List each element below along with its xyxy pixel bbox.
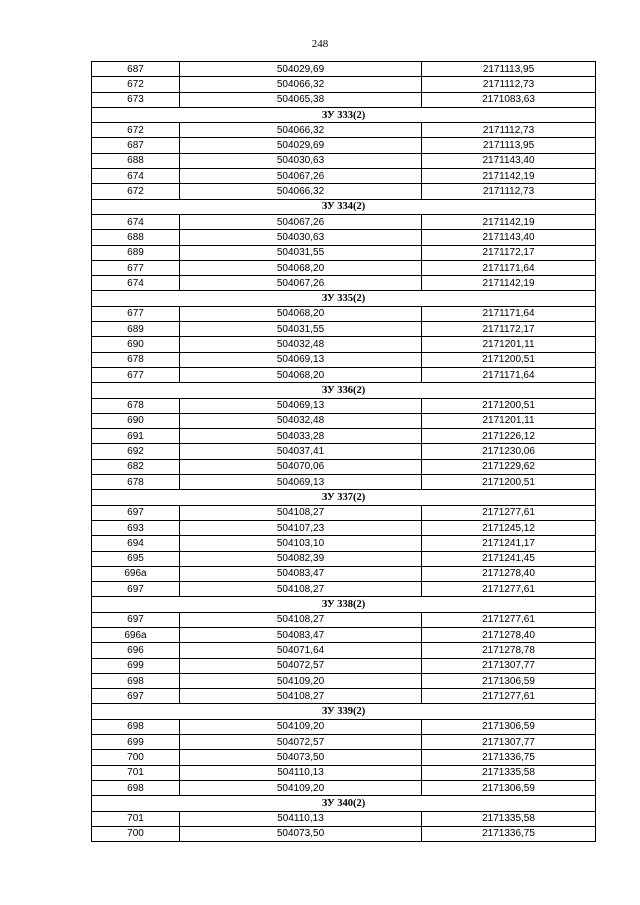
y-coordinate-cell: 2171230,06 [422, 444, 596, 459]
y-coordinate-cell: 2171335,58 [422, 811, 596, 826]
y-coordinate-cell: 2171112,73 [422, 184, 596, 199]
point-number-cell: 696a [92, 627, 180, 642]
y-coordinate-cell: 2171307,77 [422, 735, 596, 750]
table-row [92, 750, 596, 765]
table-row [92, 582, 596, 597]
x-coordinate-cell: 504067,26 [180, 214, 422, 229]
table-row [92, 337, 596, 352]
coordinates-table [91, 61, 596, 842]
y-coordinate-cell: 2171083,63 [422, 92, 596, 107]
y-coordinate-cell: 2171172,17 [422, 322, 596, 337]
point-number-cell: 698 [92, 719, 180, 734]
table-row [92, 230, 596, 245]
x-coordinate-cell: 504103,10 [180, 536, 422, 551]
table-row [92, 398, 596, 413]
y-coordinate-cell: 2171201,11 [422, 413, 596, 428]
y-coordinate-cell: 2171336,75 [422, 826, 596, 841]
point-number-cell: 698 [92, 780, 180, 795]
point-number-cell: 690 [92, 413, 180, 428]
x-coordinate-cell: 504071,64 [180, 643, 422, 658]
x-coordinate-cell: 504068,20 [180, 306, 422, 321]
x-coordinate-cell: 504083,47 [180, 566, 422, 581]
y-coordinate-cell: 2171112,73 [422, 123, 596, 138]
x-coordinate-cell: 504109,20 [180, 780, 422, 795]
x-coordinate-cell: 504067,26 [180, 276, 422, 291]
point-number-cell: 701 [92, 811, 180, 826]
x-coordinate-cell: 504066,32 [180, 184, 422, 199]
point-number-cell: 673 [92, 92, 180, 107]
x-coordinate-cell: 504070,06 [180, 459, 422, 474]
table-row [92, 765, 596, 780]
table-row [92, 77, 596, 92]
table-row [92, 444, 596, 459]
x-coordinate-cell: 504069,13 [180, 398, 422, 413]
x-coordinate-cell: 504108,27 [180, 582, 422, 597]
point-number-cell: 700 [92, 826, 180, 841]
table-row [92, 505, 596, 520]
x-coordinate-cell: 504110,13 [180, 811, 422, 826]
table-row [92, 62, 596, 77]
x-coordinate-cell: 504069,13 [180, 352, 422, 367]
y-coordinate-cell: 2171200,51 [422, 475, 596, 490]
x-coordinate-cell: 504066,32 [180, 77, 422, 92]
table-row [92, 826, 596, 841]
point-number-cell: 698 [92, 673, 180, 688]
point-number-cell: 688 [92, 153, 180, 168]
point-number-cell: 696 [92, 643, 180, 658]
point-number-cell: 678 [92, 398, 180, 413]
y-coordinate-cell: 2171277,61 [422, 582, 596, 597]
table-row [92, 245, 596, 260]
point-number-cell: 690 [92, 337, 180, 352]
x-coordinate-cell: 504032,48 [180, 413, 422, 428]
y-coordinate-cell: 2171306,59 [422, 780, 596, 795]
table-row [92, 459, 596, 474]
table-row [92, 429, 596, 444]
point-number-cell: 689 [92, 322, 180, 337]
table-row [92, 184, 596, 199]
y-coordinate-cell: 2171142,19 [422, 214, 596, 229]
table-row [92, 612, 596, 627]
point-number-cell: 677 [92, 260, 180, 275]
x-coordinate-cell: 504109,20 [180, 673, 422, 688]
point-number-cell: 687 [92, 138, 180, 153]
y-coordinate-cell: 2171113,95 [422, 138, 596, 153]
x-coordinate-cell: 504068,20 [180, 260, 422, 275]
point-number-cell: 674 [92, 276, 180, 291]
point-number-cell: 696a [92, 566, 180, 581]
y-coordinate-cell: 2171306,59 [422, 673, 596, 688]
y-coordinate-cell: 2171335,58 [422, 765, 596, 780]
point-number-cell: 699 [92, 735, 180, 750]
table-row [92, 536, 596, 551]
x-coordinate-cell: 504072,57 [180, 658, 422, 673]
point-number-cell: 672 [92, 123, 180, 138]
y-coordinate-cell: 2171241,17 [422, 536, 596, 551]
point-number-cell: 701 [92, 765, 180, 780]
y-coordinate-cell: 2171171,64 [422, 367, 596, 382]
table-row [92, 413, 596, 428]
x-coordinate-cell: 504031,55 [180, 245, 422, 260]
point-number-cell: 678 [92, 475, 180, 490]
x-coordinate-cell: 504083,47 [180, 627, 422, 642]
x-coordinate-cell: 504065,38 [180, 92, 422, 107]
point-number-cell: 689 [92, 245, 180, 260]
table-row [92, 92, 596, 107]
x-coordinate-cell: 504073,50 [180, 750, 422, 765]
table-row [92, 306, 596, 321]
point-number-cell: 694 [92, 536, 180, 551]
point-number-cell: 695 [92, 551, 180, 566]
x-coordinate-cell: 504072,57 [180, 735, 422, 750]
y-coordinate-cell: 2171307,77 [422, 658, 596, 673]
table-row [92, 214, 596, 229]
point-number-cell: 678 [92, 352, 180, 367]
x-coordinate-cell: 504037,41 [180, 444, 422, 459]
section-header-row [92, 597, 596, 612]
point-number-cell: 677 [92, 306, 180, 321]
table-row [92, 689, 596, 704]
x-coordinate-cell: 504073,50 [180, 826, 422, 841]
x-coordinate-cell: 504109,20 [180, 719, 422, 734]
y-coordinate-cell: 2171278,40 [422, 627, 596, 642]
section-header-row [92, 199, 596, 214]
x-coordinate-cell: 504107,23 [180, 520, 422, 535]
section-header-row [92, 291, 596, 306]
point-number-cell: 682 [92, 459, 180, 474]
x-coordinate-cell: 504067,26 [180, 169, 422, 184]
y-coordinate-cell: 2171278,40 [422, 566, 596, 581]
table-row [92, 780, 596, 795]
x-coordinate-cell: 504029,69 [180, 138, 422, 153]
table-row [92, 367, 596, 382]
section-header-row [92, 490, 596, 505]
point-number-cell: 697 [92, 612, 180, 627]
section-title: ЗУ 335(2) [92, 291, 596, 306]
point-number-cell: 692 [92, 444, 180, 459]
y-coordinate-cell: 2171112,73 [422, 77, 596, 92]
section-title: ЗУ 338(2) [92, 597, 596, 612]
x-coordinate-cell: 504030,63 [180, 230, 422, 245]
table-row [92, 811, 596, 826]
x-coordinate-cell: 504108,27 [180, 689, 422, 704]
table-row [92, 643, 596, 658]
point-number-cell: 697 [92, 582, 180, 597]
table-row [92, 138, 596, 153]
page-number: 248 [311, 38, 329, 50]
section-header-row [92, 704, 596, 719]
table-row [92, 566, 596, 581]
section-title: ЗУ 337(2) [92, 490, 596, 505]
y-coordinate-cell: 2171142,19 [422, 276, 596, 291]
y-coordinate-cell: 2171226,12 [422, 429, 596, 444]
x-coordinate-cell: 504032,48 [180, 337, 422, 352]
y-coordinate-cell: 2171200,51 [422, 398, 596, 413]
table-row [92, 123, 596, 138]
table-row [92, 735, 596, 750]
x-coordinate-cell: 504033,28 [180, 429, 422, 444]
y-coordinate-cell: 2171241,45 [422, 551, 596, 566]
point-number-cell: 699 [92, 658, 180, 673]
x-coordinate-cell: 504082,39 [180, 551, 422, 566]
point-number-cell: 693 [92, 520, 180, 535]
point-number-cell: 700 [92, 750, 180, 765]
y-coordinate-cell: 2171336,75 [422, 750, 596, 765]
y-coordinate-cell: 2171143,40 [422, 153, 596, 168]
table-row [92, 153, 596, 168]
section-header-row [92, 383, 596, 398]
y-coordinate-cell: 2171171,64 [422, 260, 596, 275]
y-coordinate-cell: 2171245,12 [422, 520, 596, 535]
table-row [92, 673, 596, 688]
point-number-cell: 697 [92, 505, 180, 520]
table-row [92, 276, 596, 291]
x-coordinate-cell: 504029,69 [180, 62, 422, 77]
x-coordinate-cell: 504031,55 [180, 322, 422, 337]
point-number-cell: 691 [92, 429, 180, 444]
table-row [92, 260, 596, 275]
y-coordinate-cell: 2171143,40 [422, 230, 596, 245]
point-number-cell: 688 [92, 230, 180, 245]
y-coordinate-cell: 2171306,59 [422, 719, 596, 734]
point-number-cell: 672 [92, 184, 180, 199]
section-title: ЗУ 340(2) [92, 796, 596, 811]
section-title: ЗУ 333(2) [92, 107, 596, 122]
y-coordinate-cell: 2171277,61 [422, 689, 596, 704]
x-coordinate-cell: 504069,13 [180, 475, 422, 490]
table-row [92, 322, 596, 337]
y-coordinate-cell: 2171200,51 [422, 352, 596, 367]
section-title: ЗУ 334(2) [92, 199, 596, 214]
x-coordinate-cell: 504068,20 [180, 367, 422, 382]
section-title: ЗУ 339(2) [92, 704, 596, 719]
table-row [92, 551, 596, 566]
table-row [92, 719, 596, 734]
section-header-row [92, 796, 596, 811]
y-coordinate-cell: 2171172,17 [422, 245, 596, 260]
table-row [92, 520, 596, 535]
point-number-cell: 674 [92, 214, 180, 229]
coordinates-table-body [92, 62, 596, 842]
y-coordinate-cell: 2171113,95 [422, 62, 596, 77]
x-coordinate-cell: 504110,13 [180, 765, 422, 780]
table-row [92, 658, 596, 673]
x-coordinate-cell: 504030,63 [180, 153, 422, 168]
y-coordinate-cell: 2171171,64 [422, 306, 596, 321]
point-number-cell: 672 [92, 77, 180, 92]
point-number-cell: 674 [92, 169, 180, 184]
table-row [92, 169, 596, 184]
x-coordinate-cell: 504108,27 [180, 612, 422, 627]
table-row [92, 627, 596, 642]
y-coordinate-cell: 2171201,11 [422, 337, 596, 352]
point-number-cell: 697 [92, 689, 180, 704]
section-title: ЗУ 336(2) [92, 383, 596, 398]
y-coordinate-cell: 2171277,61 [422, 505, 596, 520]
table-row [92, 475, 596, 490]
x-coordinate-cell: 504066,32 [180, 123, 422, 138]
y-coordinate-cell: 2171278,78 [422, 643, 596, 658]
section-header-row [92, 107, 596, 122]
point-number-cell: 677 [92, 367, 180, 382]
y-coordinate-cell: 2171142,19 [422, 169, 596, 184]
y-coordinate-cell: 2171229,62 [422, 459, 596, 474]
point-number-cell: 687 [92, 62, 180, 77]
y-coordinate-cell: 2171277,61 [422, 612, 596, 627]
table-row [92, 352, 596, 367]
x-coordinate-cell: 504108,27 [180, 505, 422, 520]
